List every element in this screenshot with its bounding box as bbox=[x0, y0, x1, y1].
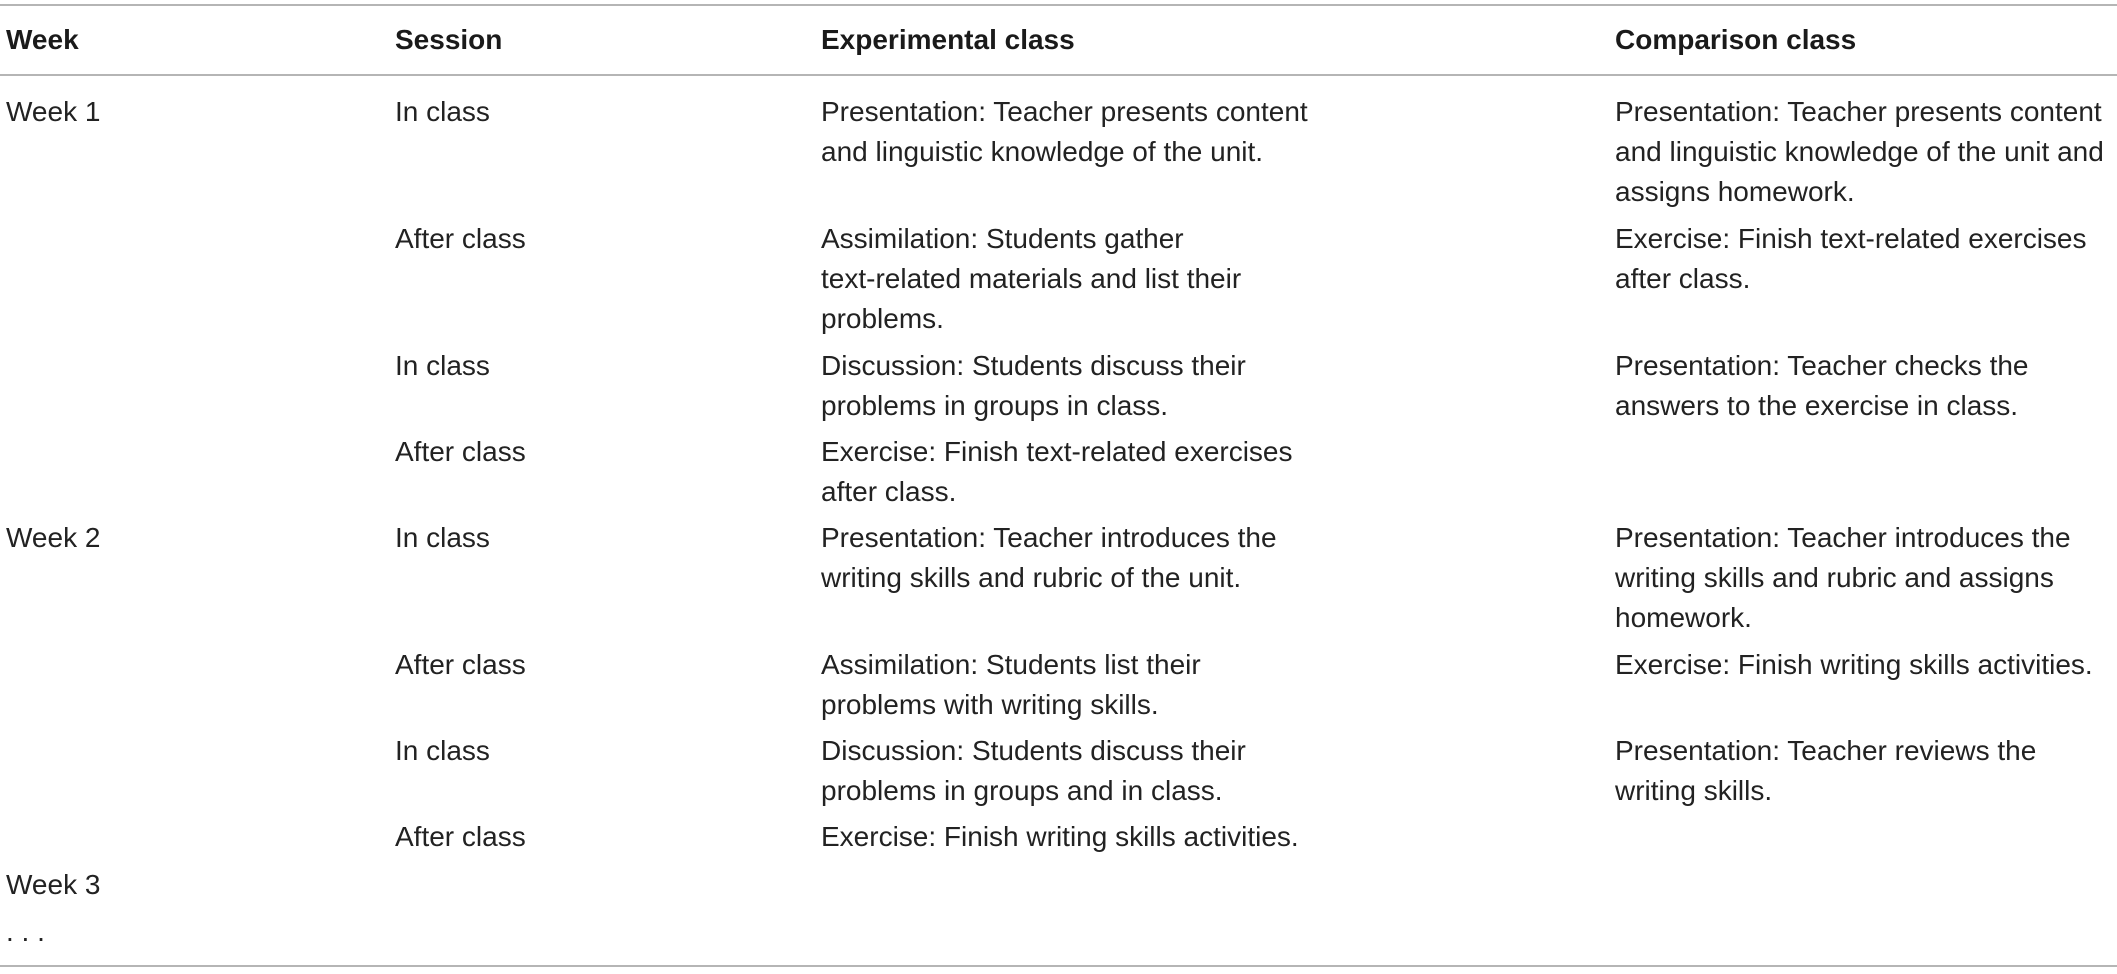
cell-comparison: Presentation: Teacher reviews the writing skills. bbox=[1615, 735, 2037, 806]
cell-comparison: Presentation: Teacher introduces the writing skills and rubric and assigns homework. bbox=[1615, 522, 2071, 633]
cell-experimental: Assimilation: Students gather text-related materials and list their problems. bbox=[821, 223, 1242, 334]
cell-session: After class bbox=[395, 821, 526, 852]
cell-week-ellipsis: . . . bbox=[6, 916, 45, 947]
cell-experimental: Discussion: Students discuss their problems in groups in class. bbox=[821, 350, 1246, 421]
cell-session: In class bbox=[395, 735, 490, 766]
cell-session: After class bbox=[395, 223, 526, 254]
cell-experimental: Assimilation: Students list their problems with writing skills. bbox=[821, 649, 1201, 720]
table-bottom-rule bbox=[0, 965, 2117, 967]
cell-session: In class bbox=[395, 522, 490, 553]
cell-comparison: Presentation: Teacher presents content and linguistic knowledge of the unit and assigns homework. bbox=[1615, 96, 2104, 207]
header-week: Week bbox=[6, 24, 79, 55]
cell-session: After class bbox=[395, 649, 526, 680]
cell-session: After class bbox=[395, 436, 526, 467]
cell-comparison: Presentation: Teacher checks the answers to the exercise in class. bbox=[1615, 350, 2029, 421]
cell-week: Week 3 bbox=[6, 869, 101, 900]
cell-experimental: Discussion: Students discuss their problems in groups and in class. bbox=[821, 735, 1246, 806]
cell-experimental: Exercise: Finish writing skills activities. bbox=[821, 821, 1299, 852]
cell-experimental: Presentation: Teacher presents content and linguistic knowledge of the unit. bbox=[821, 96, 1308, 167]
header-comparison-class: Comparison class bbox=[1615, 24, 1857, 55]
header-session: Session bbox=[395, 24, 503, 55]
header-experimental-class: Experimental class bbox=[821, 24, 1075, 55]
cell-experimental: Presentation: Teacher introduces the writing skills and rubric of the unit. bbox=[821, 522, 1277, 593]
cell-session: In class bbox=[395, 350, 490, 381]
cell-comparison: Exercise: Finish text-related exercises after class. bbox=[1615, 223, 2087, 294]
cell-comparison: Exercise: Finish writing skills activities. bbox=[1615, 649, 2093, 680]
table-top-rule bbox=[0, 4, 2117, 6]
cell-experimental: Exercise: Finish text-related exercises after class. bbox=[821, 436, 1293, 507]
table-header-rule bbox=[0, 74, 2117, 76]
cell-session: In class bbox=[395, 96, 490, 127]
cell-week: Week 2 bbox=[6, 522, 101, 553]
cell-week: Week 1 bbox=[6, 96, 101, 127]
